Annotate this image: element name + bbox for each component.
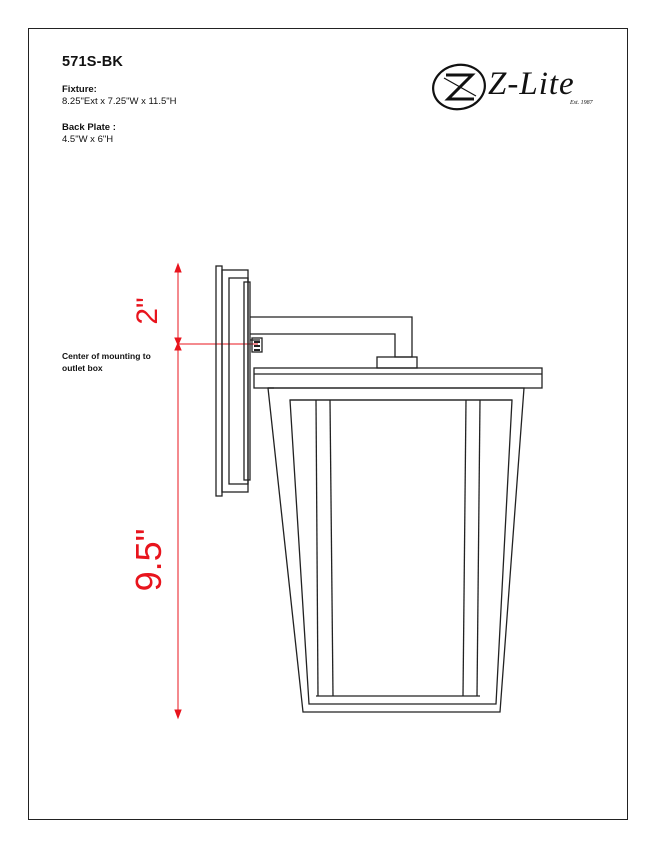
- dimension-label-2in: 2": [131, 297, 164, 325]
- fixture-label: Fixture:: [62, 84, 97, 95]
- backplate-dimensions: 4.5"W x 6"H: [62, 134, 114, 145]
- model-number: 571S-BK: [62, 54, 124, 70]
- back-plate: [216, 266, 250, 496]
- dimension-label-9-5in: 9.5": [128, 528, 169, 592]
- fixture-dimensions: 8.25"Ext x 7.25"W x 11.5"H: [62, 96, 177, 107]
- logo-established: Est. 1987: [570, 100, 593, 106]
- mounting-connector: [254, 341, 260, 351]
- lantern-cap: [254, 368, 542, 388]
- arm: [250, 317, 417, 368]
- lantern-body: [268, 388, 524, 712]
- logo-wordmark: Z-Lite: [488, 66, 575, 102]
- mounting-note: Center of mounting to outlet box: [62, 351, 151, 373]
- backplate-label: Back Plate :: [62, 122, 116, 133]
